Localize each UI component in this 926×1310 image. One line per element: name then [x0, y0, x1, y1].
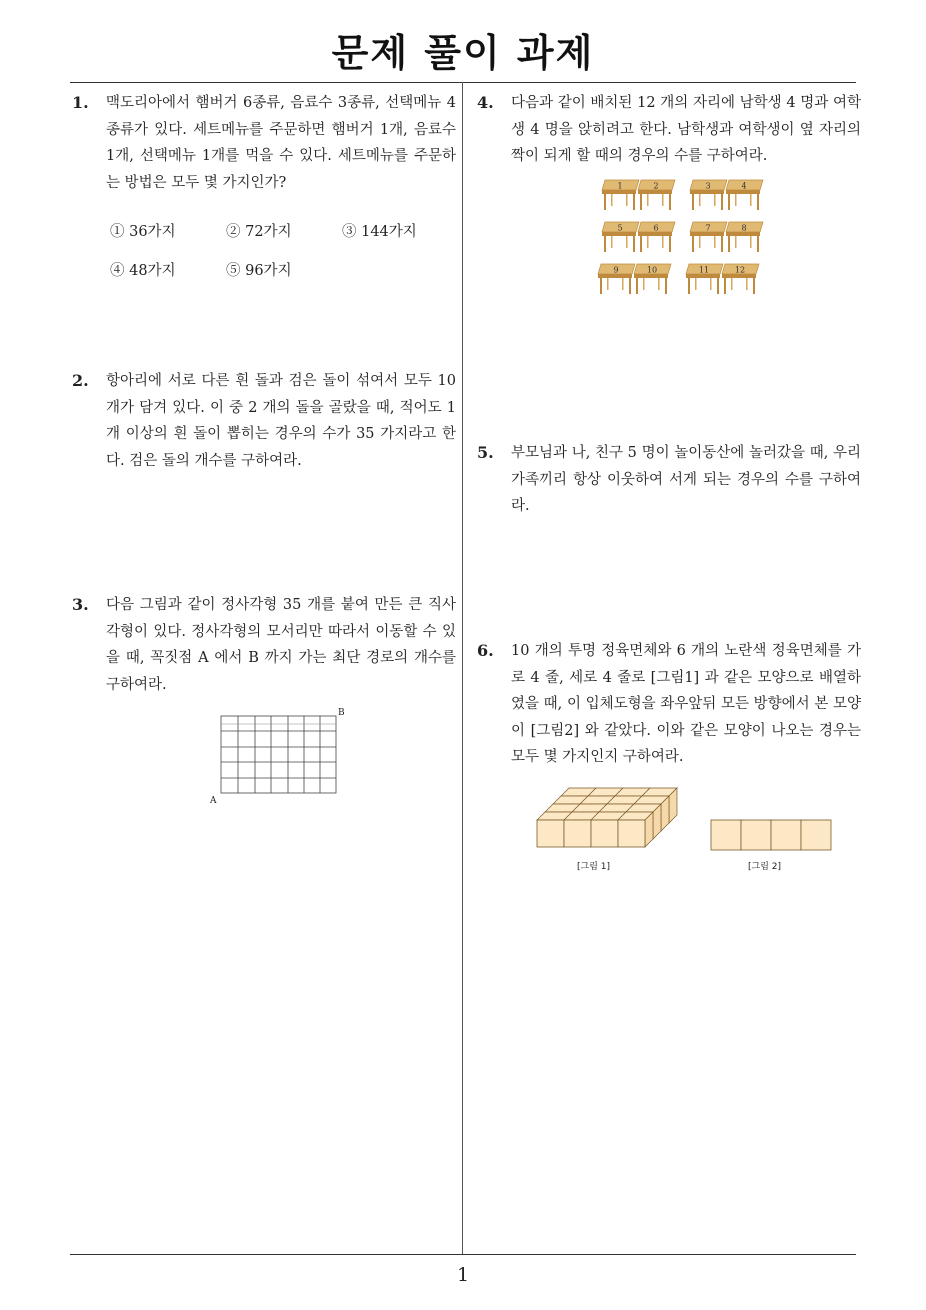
- grid-figure: [208, 704, 352, 808]
- desk: [726, 222, 763, 252]
- cube-block: [537, 788, 677, 847]
- choice-4[interactable]: ④ 48가지: [110, 263, 176, 279]
- seat-number: 11: [698, 265, 710, 275]
- seat-number: 8: [741, 223, 747, 233]
- desk: [602, 180, 639, 210]
- question-text: 10 개의 투명 정육면체와 6 개의 노란색 정육면체를 가로 4 줄, 세로 4 줄로 [그림1] 과 같은 모양으로 배열하였을 때, 이 입체도형을 좌우앞뒤 모든 방향에서 본 모양이 [그림2] 와 같았다. 이와 같은 모양이 나오는 경우는 모두 몇 가지인지 구하여라.: [511, 643, 861, 765]
- bottom-rule: [70, 1254, 856, 1255]
- desk: [722, 264, 759, 294]
- question-number: 4.: [477, 93, 494, 112]
- column-divider: [462, 82, 463, 1254]
- seat-number: 1: [617, 181, 623, 191]
- question-number: 2.: [72, 371, 89, 390]
- desk: [634, 264, 671, 294]
- seat-number: 4: [741, 181, 747, 191]
- question-number: 5.: [477, 443, 494, 462]
- desk: [638, 222, 675, 252]
- front-view: [711, 820, 831, 850]
- desk-layout-figure: [596, 176, 772, 300]
- cube-figure-2: [706, 814, 836, 874]
- question-text: 맥도리아에서 햄버거 6종류, 음료수 3종류, 선택메뉴 4종류가 있다. 세트메뉴를 주문하면 햄버거 1개, 음료수 1개, 선택메뉴 1개를 먹을 수 있다. 세트메뉴를 주문하는 방법은 모두 몇 가지인가?: [106, 95, 456, 191]
- page-number: 1: [456, 1264, 470, 1286]
- figure-2-caption: [그림 2]: [748, 862, 781, 872]
- seat-number: 7: [705, 223, 711, 233]
- answer-choices: [110, 220, 460, 280]
- desk: [638, 180, 675, 210]
- desk: [686, 264, 723, 294]
- question-text: 항아리에 서로 다른 흰 돌과 검은 돌이 섞여서 모두 10개가 담겨 있다. 이 중 2 개의 돌을 골랐을 때, 적어도 1 개 이상의 흰 돌이 뽑히는 경우의 수가 35 가지라고 한다. 검은 돌의 개수를 구하여라.: [106, 373, 456, 469]
- seat-number: 2: [653, 181, 659, 191]
- question-number: 3.: [72, 595, 89, 614]
- question-text: 다음 그림과 같이 정사각형 35 개를 붙여 만든 큰 직사각형이 있다. 정사각형의 모서리만 따라서 이동할 수 있을 때, 꼭짓점 A 에서 B 까지 가는 최단 경로의 개수를 구하여라.: [106, 597, 456, 693]
- choice-3[interactable]: ③ 144가지: [342, 224, 417, 240]
- question-text: 부모님과 나, 친구 5 명이 놀이동산에 놀러갔을 때, 우리 가족끼리 항상 이웃하여 서게 되는 경우의 수를 구하여라.: [511, 445, 861, 514]
- seat-number: 12: [734, 265, 746, 275]
- desk: [690, 222, 727, 252]
- question-number: 1.: [72, 93, 89, 112]
- desk: [602, 222, 639, 252]
- page-title: 문제 풀이 과제: [331, 31, 595, 75]
- seat-number: 5: [617, 223, 623, 233]
- question-number: 6.: [477, 641, 494, 660]
- choice-5[interactable]: ⑤ 96가지: [226, 263, 292, 279]
- desk: [726, 180, 763, 210]
- figure-1-caption: [그림 1]: [577, 862, 610, 872]
- vertex-a-label: A: [210, 796, 217, 806]
- vertex-b-label: B: [338, 708, 345, 718]
- choice-2[interactable]: ② 72가지: [226, 224, 292, 240]
- cube-figure-1: [532, 772, 696, 874]
- seat-number: 3: [705, 181, 711, 191]
- question-text: 다음과 같이 배치된 12 개의 자리에 남학생 4 명과 여학생 4 명을 앉히려고 한다. 남학생과 여학생이 옆 자리의 짝이 되게 할 때의 경우의 수를 구하여라.: [511, 95, 861, 164]
- top-rule: [70, 82, 856, 83]
- choice-1[interactable]: ① 36가지: [110, 224, 176, 240]
- desk: [690, 180, 727, 210]
- seat-number: 6: [653, 223, 659, 233]
- seat-number: 10: [646, 265, 658, 275]
- desk: [598, 264, 635, 294]
- seat-number: 9: [613, 265, 619, 275]
